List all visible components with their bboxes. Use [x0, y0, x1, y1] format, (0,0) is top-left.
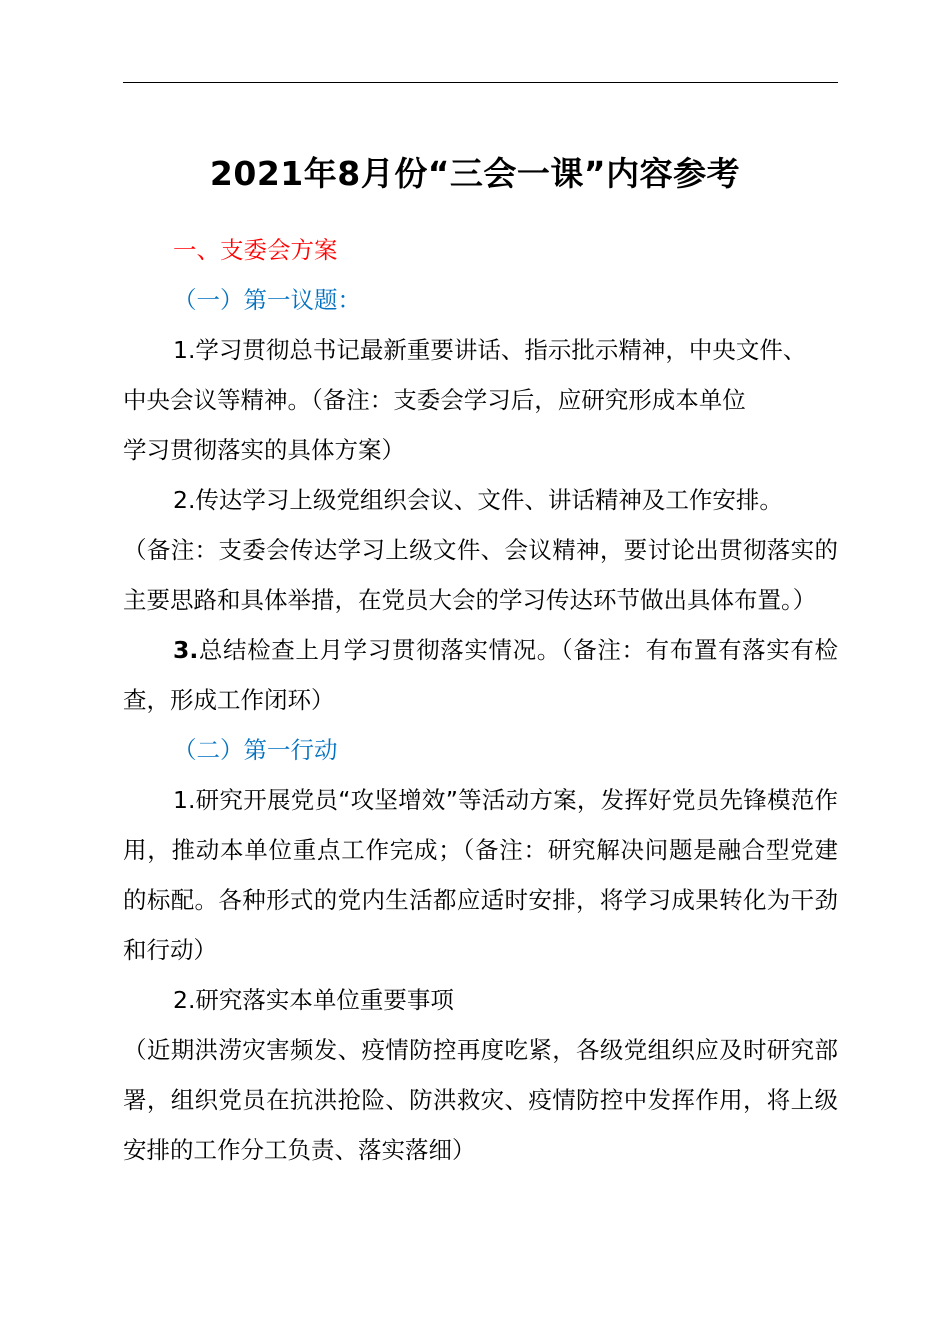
paragraph-action-item-1: 1.研究开展党员“攻坚增效”等活动方案，发挥好党员先锋模范作用，推动本单位重点工作完成；（备注：研究解决问题是融合型党建的标配。各种形式的党内生活都应适时安排，将学习成果转化为干劲和行动）: [123, 786, 838, 964]
paragraph-item-1: [123, 325, 838, 475]
paragraph-line: 2.传达学习上级党组织会议、文件、讲话精神及工作安排。: [173, 486, 783, 514]
document-body: [123, 225, 838, 1175]
paragraph-text: （备注：支委会传达学习上级文件、会议精神，要讨论出贯彻落实的主要思路和具体举措，在党员大会的学习传达环节做出具体布置。）: [123, 536, 838, 614]
section-heading-branch-committee: 一、支委会方案: [173, 236, 338, 264]
subsection-heading-first-action: （二）第一行动: [173, 736, 338, 764]
paragraph-item-3: [123, 625, 838, 725]
paragraph-action-item-2-title: 2.研究落实本单位重要事项: [173, 986, 454, 1014]
paragraph-text: 总结检查上月学习贯彻落实情况。（备注：有布置有落实有检查，形成工作闭环）: [123, 636, 838, 714]
subsection-heading-first-topic: （一）第一议题：: [173, 286, 361, 314]
paragraph-action-item-2-note: （近期洪涝灾害频发、疫情防控再度吃紧，各级党组织应及时研究部署，组织党员在抗洪抢险、防洪救灾、疫情防控中发挥作用，将上级安排的工作分工负责、落实落细）: [123, 1036, 838, 1164]
document-title: 2021年8月份“三会一课”内容参考: [209, 154, 741, 193]
paragraph-line: 中央会议等精神。（备注：支委会学习后，应研究形成本单位: [123, 386, 746, 414]
paragraph-item-2: [123, 475, 838, 625]
header-rule: [123, 82, 838, 83]
paragraph-line: 1.学习贯彻总书记最新重要讲话、指示批示精神，中央文件、: [173, 336, 807, 364]
paragraph-line: 学习贯彻落实的具体方案）: [123, 436, 405, 464]
item-number: 3.: [173, 636, 199, 664]
